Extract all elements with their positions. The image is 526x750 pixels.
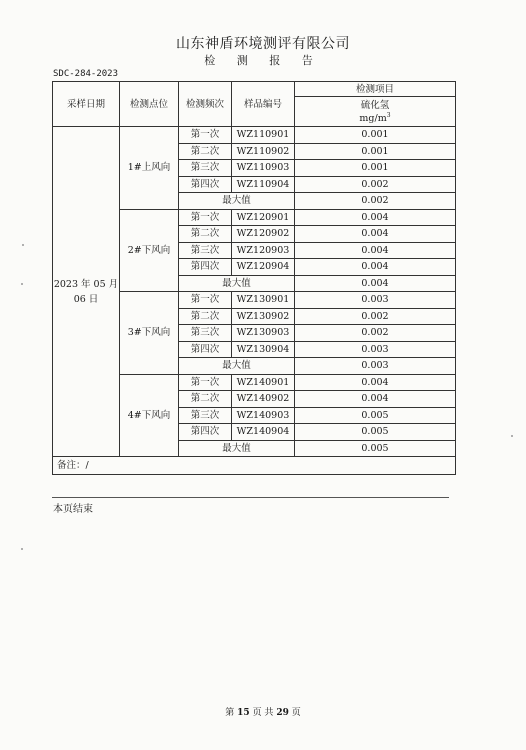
header-sample-id: 样品编号 bbox=[232, 82, 295, 127]
value-cell: 0.004 bbox=[295, 259, 456, 276]
max-label-cell: 最大值 bbox=[179, 275, 295, 292]
document-number: SDC-284-2023 bbox=[53, 69, 119, 79]
value-cell: 0.001 bbox=[295, 160, 456, 177]
scan-speck bbox=[511, 435, 513, 437]
value-cell: 0.005 bbox=[295, 424, 456, 441]
value-cell: 0.002 bbox=[295, 308, 456, 325]
value-cell: 0.001 bbox=[295, 127, 456, 144]
frequency-cell: 第三次 bbox=[179, 160, 232, 177]
frequency-cell: 第三次 bbox=[179, 325, 232, 342]
footer-pre: 第 bbox=[225, 708, 235, 718]
value-cell: 0.002 bbox=[295, 176, 456, 193]
sample-id-cell: WZ110902 bbox=[232, 143, 295, 160]
page-end-text: 本页结束 bbox=[53, 504, 93, 515]
footer-mid: 页 共 bbox=[252, 708, 274, 718]
frequency-cell: 第二次 bbox=[179, 308, 232, 325]
max-label-cell: 最大值 bbox=[179, 358, 295, 375]
footer-total-pages: 29 bbox=[276, 708, 289, 718]
max-value-cell: 0.004 bbox=[295, 275, 456, 292]
table-row bbox=[53, 127, 456, 144]
max-value-cell: 0.005 bbox=[295, 440, 456, 457]
scan-speck bbox=[21, 283, 23, 285]
page-footer bbox=[0, 705, 526, 718]
frequency-cell: 第一次 bbox=[179, 209, 232, 226]
test-point-cell: 3#下风向 bbox=[120, 292, 179, 375]
value-cell: 0.005 bbox=[295, 407, 456, 424]
end-divider bbox=[52, 497, 449, 498]
sample-id-cell: WZ120904 bbox=[232, 259, 295, 276]
sample-id-cell: WZ120903 bbox=[232, 242, 295, 259]
sample-id-cell: WZ140902 bbox=[232, 391, 295, 408]
frequency-cell: 第四次 bbox=[179, 259, 232, 276]
sample-id-cell: WZ120901 bbox=[232, 209, 295, 226]
value-cell: 0.003 bbox=[295, 292, 456, 309]
sample-id-cell: WZ140901 bbox=[232, 374, 295, 391]
frequency-cell: 第三次 bbox=[179, 242, 232, 259]
remarks: 备注：/ bbox=[53, 457, 456, 475]
value-cell: 0.004 bbox=[295, 226, 456, 243]
footer-post: 页 bbox=[291, 708, 301, 718]
frequency-cell: 第二次 bbox=[179, 226, 232, 243]
header-test-item: 检测项目 bbox=[295, 82, 456, 97]
results-table bbox=[52, 81, 456, 475]
sample-id-cell: WZ130902 bbox=[232, 308, 295, 325]
max-value-cell: 0.002 bbox=[295, 193, 456, 210]
header-item-name-unit bbox=[295, 97, 456, 127]
header-test-point: 检测点位 bbox=[120, 82, 179, 127]
sample-id-cell: WZ120902 bbox=[232, 226, 295, 243]
header-sampling-date: 采样日期 bbox=[53, 82, 120, 127]
sample-id-cell: WZ140903 bbox=[232, 407, 295, 424]
frequency-cell: 第四次 bbox=[179, 341, 232, 358]
test-point-cell: 1#上风向 bbox=[120, 127, 179, 210]
sample-id-cell: WZ130903 bbox=[232, 325, 295, 342]
frequency-cell: 第二次 bbox=[179, 143, 232, 160]
report-title: 检 测 报 告 bbox=[204, 54, 322, 67]
value-cell: 0.002 bbox=[295, 325, 456, 342]
frequency-cell: 第四次 bbox=[179, 176, 232, 193]
sample-id-cell: WZ110903 bbox=[232, 160, 295, 177]
item-name: 硫化氢 bbox=[360, 99, 390, 111]
frequency-cell: 第一次 bbox=[179, 292, 232, 309]
sampling-date-cell: 2023 年 05 月 06 日 bbox=[53, 127, 120, 457]
max-label-cell: 最大值 bbox=[179, 440, 295, 457]
sample-id-cell: WZ110901 bbox=[232, 127, 295, 144]
header-frequency: 检测频次 bbox=[179, 82, 232, 127]
sample-id-cell: WZ110904 bbox=[232, 176, 295, 193]
frequency-cell: 第三次 bbox=[179, 407, 232, 424]
sample-id-cell: WZ130901 bbox=[232, 292, 295, 309]
company-name: 山东神盾环境测评有限公司 bbox=[176, 36, 350, 52]
frequency-cell: 第四次 bbox=[179, 424, 232, 441]
scan-speck bbox=[21, 548, 23, 550]
frequency-cell: 第一次 bbox=[179, 127, 232, 144]
item-unit bbox=[295, 112, 455, 125]
value-cell: 0.004 bbox=[295, 391, 456, 408]
max-label-cell: 最大值 bbox=[179, 193, 295, 210]
scan-speck bbox=[22, 244, 24, 246]
unit-exponent: 3 bbox=[386, 111, 391, 119]
sample-id-cell: WZ130904 bbox=[232, 341, 295, 358]
value-cell: 0.003 bbox=[295, 341, 456, 358]
sample-id-cell: WZ140904 bbox=[232, 424, 295, 441]
unit-base: mg/m bbox=[359, 112, 387, 124]
footer-page-number: 15 bbox=[237, 708, 250, 718]
test-point-cell: 2#下风向 bbox=[120, 209, 179, 292]
max-value-cell: 0.003 bbox=[295, 358, 456, 375]
frequency-cell: 第一次 bbox=[179, 374, 232, 391]
frequency-cell: 第二次 bbox=[179, 391, 232, 408]
value-cell: 0.004 bbox=[295, 242, 456, 259]
value-cell: 0.004 bbox=[295, 374, 456, 391]
test-point-cell: 4#下风向 bbox=[120, 374, 179, 457]
value-cell: 0.004 bbox=[295, 209, 456, 226]
value-cell: 0.001 bbox=[295, 143, 456, 160]
